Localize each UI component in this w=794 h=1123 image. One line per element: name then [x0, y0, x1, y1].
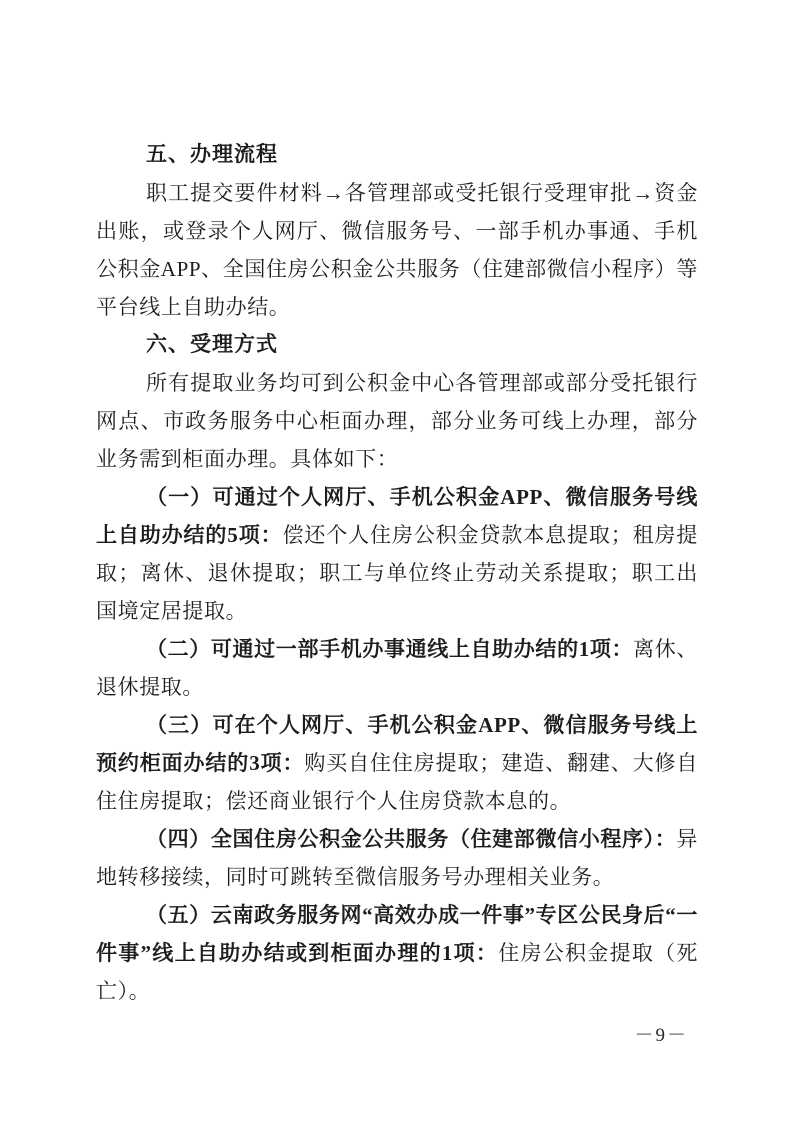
list-item-2-body: 离休、退休提取。 — [96, 637, 698, 699]
page-number: －9－ — [634, 1025, 688, 1046]
paragraph-process-flow: 职工提交要件材料→各管理部或受托银行受理审批→资金出账，或登录个人网厅、微信服务号、一部手机办事通、手机公积金APP、全国住房公积金公共服务（住建部微信小程序）等平台线上自助办结。 — [96, 181, 698, 319]
list-item-4 — [96, 820, 698, 896]
list-item-3 — [96, 706, 698, 820]
list-item-4-body: 异地转移接续，同时可跳转至微信服务号办理相关业务。 — [96, 827, 698, 889]
list-item-5-lead: （五）云南政务服务网“高效办成一件事”专区公民身后“一件事”线上自助办结或到柜面办理的1项： — [96, 903, 698, 965]
list-item-5 — [96, 896, 698, 1010]
list-item-4-lead: （四）全国住房公积金公共服务（住建部微信小程序）： — [146, 827, 677, 851]
list-item-3-lead: （三）可在个人网厅、手机公积金APP、微信服务号线上预约柜面办结的3项： — [96, 713, 698, 775]
list-item-5-body: 住房公积金提取（死亡）。 — [96, 941, 698, 1003]
section-heading-acceptance-method: 六、受理方式 — [146, 333, 278, 356]
list-item-1-lead: （一）可通过个人网厅、手机公积金APP、微信服务号线上自助办结的5项： — [96, 485, 698, 547]
list-item-3-body: 购买自住住房提取；建造、翻建、大修自住住房提取；偿还商业银行个人住房贷款本息的。 — [96, 751, 698, 813]
section-heading-process-flow: 五、办理流程 — [146, 143, 278, 166]
document-body — [96, 136, 698, 1010]
list-item-2 — [96, 630, 698, 706]
paragraph-acceptance-intro: 所有提取业务均可到公积金中心各管理部或部分受托银行网点、市政务服务中心柜面办理，部分业务可线上办理，部分业务需到柜面办理。具体如下： — [96, 371, 698, 471]
list-item-1 — [96, 478, 698, 630]
list-item-2-lead: （二）可通过一部手机办事通线上自助办结的1项： — [146, 637, 634, 661]
list-item-1-body: 偿还个人住房公积金贷款本息提取；租房提取；离休、退休提取；职工与单位终止劳动关系提取；职工出国境定居提取。 — [96, 523, 698, 623]
